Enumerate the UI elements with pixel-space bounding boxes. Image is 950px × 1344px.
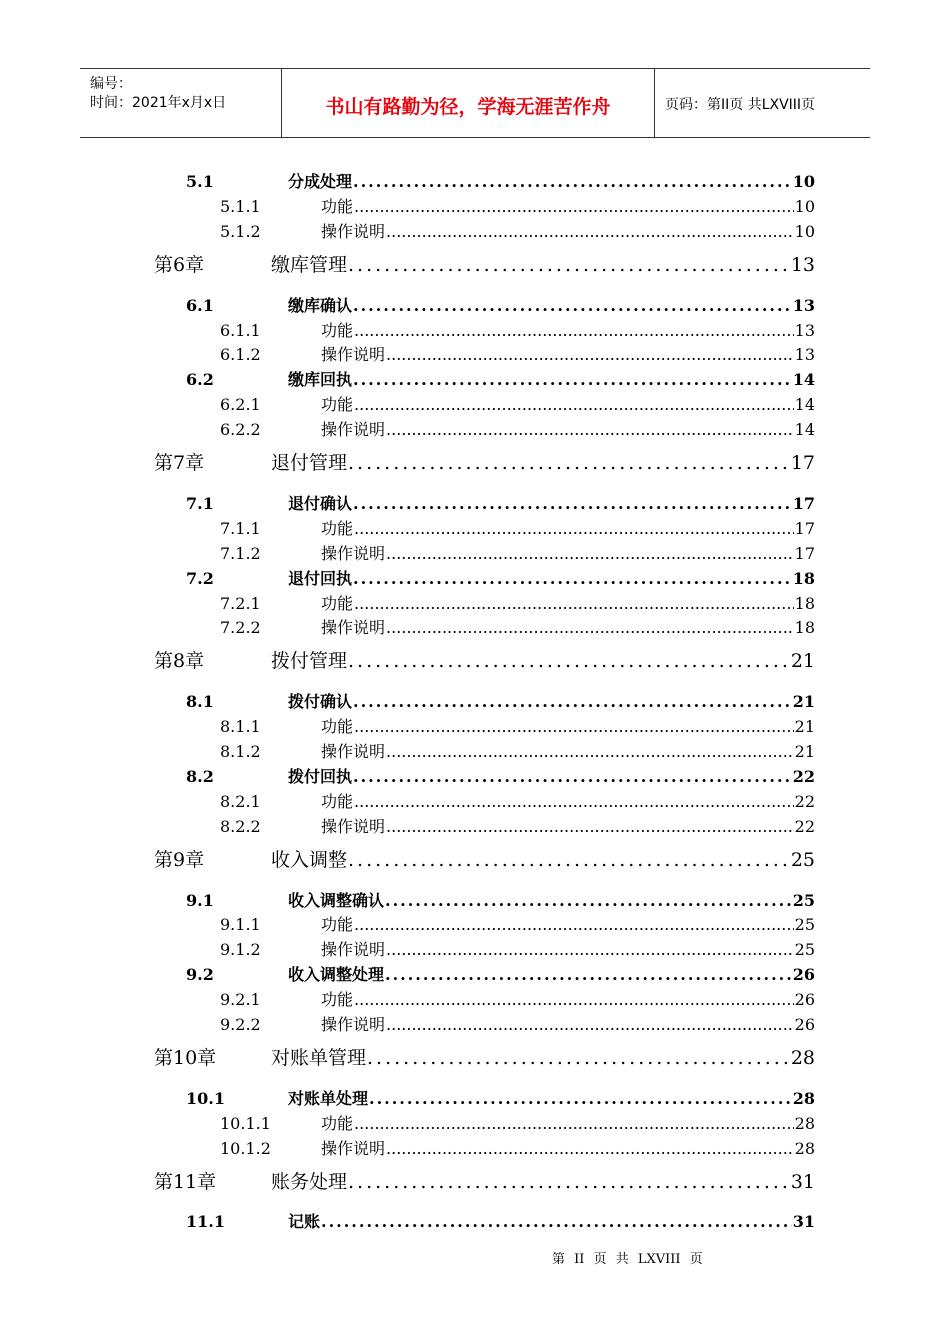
toc-dot-leader [386, 940, 794, 959]
toc-chapter-entry[interactable] [154, 1043, 815, 1073]
toc-entry-title: 操作说明 [321, 1015, 386, 1034]
toc-dot-leader [353, 296, 792, 315]
toc-subsection-entry[interactable] [220, 392, 815, 416]
toc-entry-number: 第11章 [154, 1170, 217, 1193]
toc-entry-page: 18 [792, 568, 815, 588]
toc-section-entry[interactable] [186, 764, 815, 788]
toc-entry-number: 6.1.2 [220, 345, 261, 365]
toc-subsection-entry[interactable] [220, 615, 815, 639]
footer-part: 第 [552, 1252, 566, 1267]
toc-entry-number: 9.1.2 [220, 940, 261, 960]
toc-dot-leader [353, 172, 792, 191]
toc-entry-page: 10 [792, 172, 815, 191]
toc-dot-leader [386, 345, 794, 364]
toc-subsection-entry[interactable] [220, 194, 815, 218]
toc-entry-title: 拨付确认 [288, 692, 353, 712]
toc-entry-title: 操作说明 [321, 221, 386, 241]
toc-entry-page: 21 [792, 692, 815, 712]
toc-dot-leader [353, 569, 792, 588]
document-time-label: 时间：2021年x月x日 [90, 95, 227, 111]
toc-entry-number: 第7章 [154, 452, 205, 474]
toc-entry-page: 25 [794, 940, 815, 960]
toc-entry-number: 7.2 [186, 568, 214, 588]
toc-entry-title: 收入调整确认 [288, 890, 385, 910]
toc-entry-page: 31 [792, 1212, 815, 1232]
toc-entry-page: 31 [790, 1170, 815, 1193]
toc-entry-page: 13 [790, 253, 815, 276]
toc-entry-page: 22 [794, 816, 815, 836]
toc-entry-number: 6.1.1 [220, 320, 261, 340]
toc-entry-page: 26 [794, 990, 815, 1010]
toc-entry-title: 功能 [321, 717, 354, 737]
toc-dot-leader [367, 1047, 790, 1069]
toc-subsection-entry[interactable] [220, 1136, 815, 1160]
toc-entry-page: 28 [794, 1138, 815, 1158]
toc-entry-number: 7.2.1 [220, 593, 261, 613]
toc-entry-number: 7.1 [186, 493, 214, 513]
toc-entry-title: 记账 [288, 1212, 321, 1232]
document-code-label: 编号： [90, 76, 132, 92]
toc-entry-number: 9.1.1 [220, 915, 261, 935]
toc-dot-leader [386, 222, 794, 241]
toc-entry-page: 21 [794, 717, 815, 737]
toc-entry-number: 7.1.2 [220, 543, 261, 563]
toc-subsection-entry[interactable] [220, 541, 815, 565]
toc-dot-leader [354, 915, 794, 934]
toc-subsection-entry[interactable] [220, 219, 815, 243]
toc-section-entry[interactable] [186, 491, 815, 515]
toc-entry-title: 功能 [321, 395, 354, 415]
toc-dot-leader [386, 742, 794, 761]
footer-part: LXVIII [637, 1252, 681, 1267]
toc-entry-title: 操作说明 [321, 345, 386, 365]
toc-entry-title: 退付确认 [288, 493, 353, 513]
toc-subsection-entry[interactable] [220, 714, 815, 738]
toc-entry-page: 13 [792, 295, 815, 315]
toc-entry-page: 28 [790, 1046, 815, 1069]
header-motto: 书山有路勤为径，学海无涯苦作舟 [325, 96, 611, 118]
toc-entry-page: 17 [794, 543, 815, 563]
toc-entry-title: 账务处理 [271, 1170, 348, 1193]
toc-entry-number: 6.2 [186, 370, 214, 390]
toc-entry-title: 功能 [321, 593, 354, 613]
toc-subsection-entry[interactable] [220, 516, 815, 540]
toc-entry-page: 28 [794, 1113, 815, 1133]
toc-dot-leader [385, 891, 792, 910]
toc-entry-page: 18 [794, 593, 815, 613]
toc-entry-page: 17 [794, 518, 815, 538]
toc-entry-title: 操作说明 [321, 1138, 386, 1158]
toc-section-entry[interactable] [186, 888, 815, 912]
toc-dot-leader [354, 1114, 794, 1133]
toc-entry-number: 6.2.2 [220, 420, 261, 440]
toc-entry-number: 第6章 [154, 253, 205, 276]
toc-entry-number: 7.2.2 [220, 618, 261, 638]
toc-entry-number: 10.1 [186, 1088, 225, 1108]
toc-entry-number: 第8章 [154, 650, 205, 673]
toc-subsection-entry[interactable] [220, 591, 815, 615]
toc-section-entry[interactable] [186, 1209, 815, 1233]
toc-section-entry[interactable] [186, 566, 815, 590]
toc-dot-leader [354, 717, 794, 736]
toc-entry-title: 拨付管理 [271, 650, 348, 673]
toc-entry-title: 退付管理 [271, 452, 348, 474]
toc-entry-number: 11.1 [186, 1212, 225, 1232]
toc-entry-page: 22 [794, 791, 815, 811]
toc-chapter-entry[interactable] [154, 1167, 815, 1197]
toc-entry-title: 对账单管理 [271, 1046, 367, 1069]
toc-entry-number: 7.1.1 [220, 518, 261, 538]
toc-entry-number: 10.1.2 [220, 1138, 271, 1158]
footer-part: 页 [689, 1252, 703, 1267]
toc-entry-title: 功能 [321, 1113, 354, 1133]
toc-entry-number: 10.1.1 [220, 1113, 271, 1133]
toc-subsection-entry[interactable] [220, 1012, 815, 1036]
toc-entry-number: 6.1 [186, 295, 214, 315]
toc-entry-page: 25 [790, 848, 815, 871]
toc-dot-leader [348, 849, 790, 871]
header-page-number: 页码：第II页 共LXVIII页 [665, 97, 816, 113]
toc-entry-title: 拨付回执 [288, 766, 353, 786]
toc-entry-page: 10 [794, 196, 815, 216]
toc-subsection-entry[interactable] [220, 417, 815, 441]
toc-subsection-entry[interactable] [220, 789, 815, 813]
footer-part: 页 [593, 1252, 607, 1267]
toc-subsection-entry[interactable] [220, 1111, 815, 1135]
toc-section-entry[interactable] [186, 169, 815, 193]
toc-entry-title: 功能 [321, 320, 354, 340]
toc-entry-title: 分成处理 [288, 172, 353, 191]
toc-dot-leader [348, 452, 790, 474]
toc-entry-title: 功能 [321, 196, 354, 216]
toc-subsection-entry[interactable] [220, 739, 815, 763]
toc-dot-leader [386, 618, 794, 637]
toc-entry-number: 6.2.1 [220, 395, 261, 415]
toc-dot-leader [369, 1089, 792, 1108]
toc-subsection-entry[interactable] [220, 342, 815, 366]
toc-entry-number: 9.2 [186, 965, 214, 985]
toc-entry-title: 功能 [321, 791, 354, 811]
toc-dot-leader [353, 692, 792, 711]
toc-dot-leader [386, 1139, 794, 1158]
toc-entry-number: 5.1 [186, 172, 214, 191]
toc-entry-page: 25 [794, 915, 815, 935]
toc-entry-title: 操作说明 [321, 742, 386, 761]
toc-entry-number: 8.1.1 [220, 717, 261, 737]
toc-dot-leader [354, 395, 794, 414]
toc-subsection-entry[interactable] [220, 318, 815, 342]
toc-entry-number: 8.2.1 [220, 791, 261, 811]
toc-entry-number: 8.2.2 [220, 816, 261, 836]
toc-dot-leader [354, 792, 794, 811]
toc-entry-page: 26 [794, 1015, 815, 1034]
toc-entry-number: 8.2 [186, 766, 214, 786]
toc-entry-number: 第9章 [154, 848, 205, 871]
toc-section-entry[interactable] [186, 1086, 815, 1110]
toc-entry-page: 14 [794, 395, 815, 415]
toc-dot-leader [354, 990, 794, 1009]
toc-entry-number: 9.1 [186, 890, 214, 910]
toc-entry-title: 收入调整处理 [288, 965, 385, 985]
toc-entry-page: 14 [794, 420, 815, 440]
footer-part: 共 [615, 1252, 629, 1267]
toc-dot-leader [354, 197, 794, 216]
toc-entry-page: 14 [792, 370, 815, 390]
toc-entry-page: 18 [794, 618, 815, 638]
toc-entry-page: 28 [792, 1088, 815, 1108]
toc-entry-title: 功能 [321, 518, 354, 538]
toc-chapter-entry[interactable] [154, 250, 815, 280]
toc-dot-leader [354, 321, 794, 340]
toc-section-entry[interactable] [186, 689, 815, 713]
toc-dot-leader [353, 370, 792, 389]
toc-subsection-entry[interactable] [220, 814, 815, 838]
toc-subsection-entry[interactable] [220, 987, 815, 1011]
toc-dot-leader [385, 965, 792, 984]
toc-entry-page: 13 [794, 320, 815, 340]
toc-dot-leader [354, 519, 794, 538]
toc-dot-leader [386, 544, 794, 563]
toc-entry-page: 17 [792, 493, 815, 513]
toc-entry-title: 对账单处理 [288, 1088, 369, 1108]
toc-dot-leader [353, 494, 792, 513]
toc-entry-title: 操作说明 [321, 816, 386, 836]
page-footer [552, 1248, 708, 1267]
toc-dot-leader [348, 254, 790, 276]
toc-chapter-entry[interactable] [154, 646, 815, 676]
toc-entry-title: 缴库管理 [271, 253, 348, 276]
toc-entry-number: 8.1 [186, 692, 214, 712]
toc-entry-page: 21 [790, 650, 815, 673]
toc-subsection-entry[interactable] [220, 937, 815, 961]
toc-entry-page: 13 [794, 345, 815, 365]
toc-entry-number: 5.1.1 [220, 196, 261, 216]
toc-entry-number: 第10章 [154, 1046, 217, 1069]
toc-dot-leader [386, 420, 794, 439]
toc-entry-title: 操作说明 [321, 543, 386, 563]
toc-dot-leader [321, 1212, 792, 1231]
toc-entry-title: 操作说明 [321, 940, 386, 960]
toc-subsection-entry[interactable] [220, 912, 815, 936]
toc-dot-leader [348, 1171, 790, 1193]
toc-entry-number: 5.1.2 [220, 221, 261, 241]
toc-dot-leader [354, 594, 794, 613]
toc-entry-page: 26 [792, 965, 815, 985]
toc-entry-page: 17 [790, 452, 815, 474]
footer-part: II [574, 1252, 585, 1267]
toc-section-entry[interactable] [186, 367, 815, 391]
toc-entry-title: 功能 [321, 990, 354, 1010]
toc-entry-title: 缴库回执 [288, 370, 353, 390]
toc-entry-number: 9.2.1 [220, 990, 261, 1010]
toc-entry-title: 功能 [321, 915, 354, 935]
toc-dot-leader [386, 1015, 794, 1034]
toc-chapter-entry[interactable] [154, 845, 815, 875]
toc-entry-number: 8.1.2 [220, 742, 261, 761]
toc-entry-number: 9.2.2 [220, 1015, 261, 1034]
toc-dot-leader [386, 817, 794, 836]
toc-section-entry[interactable] [186, 962, 815, 986]
toc-entry-page: 22 [792, 766, 815, 786]
toc-entry-page: 10 [794, 221, 815, 241]
toc-entry-title: 操作说明 [321, 420, 386, 440]
toc-entry-page: 25 [792, 890, 815, 910]
toc-entry-title: 收入调整 [271, 848, 348, 871]
toc-chapter-entry[interactable] [154, 448, 815, 478]
toc-dot-leader [353, 767, 792, 786]
toc-dot-leader [348, 650, 790, 672]
toc-entry-page: 21 [794, 742, 815, 761]
toc-section-entry[interactable] [186, 293, 815, 317]
toc-entry-title: 缴库确认 [288, 295, 353, 315]
toc-entry-title: 退付回执 [288, 568, 353, 588]
toc-entry-title: 操作说明 [321, 618, 386, 638]
